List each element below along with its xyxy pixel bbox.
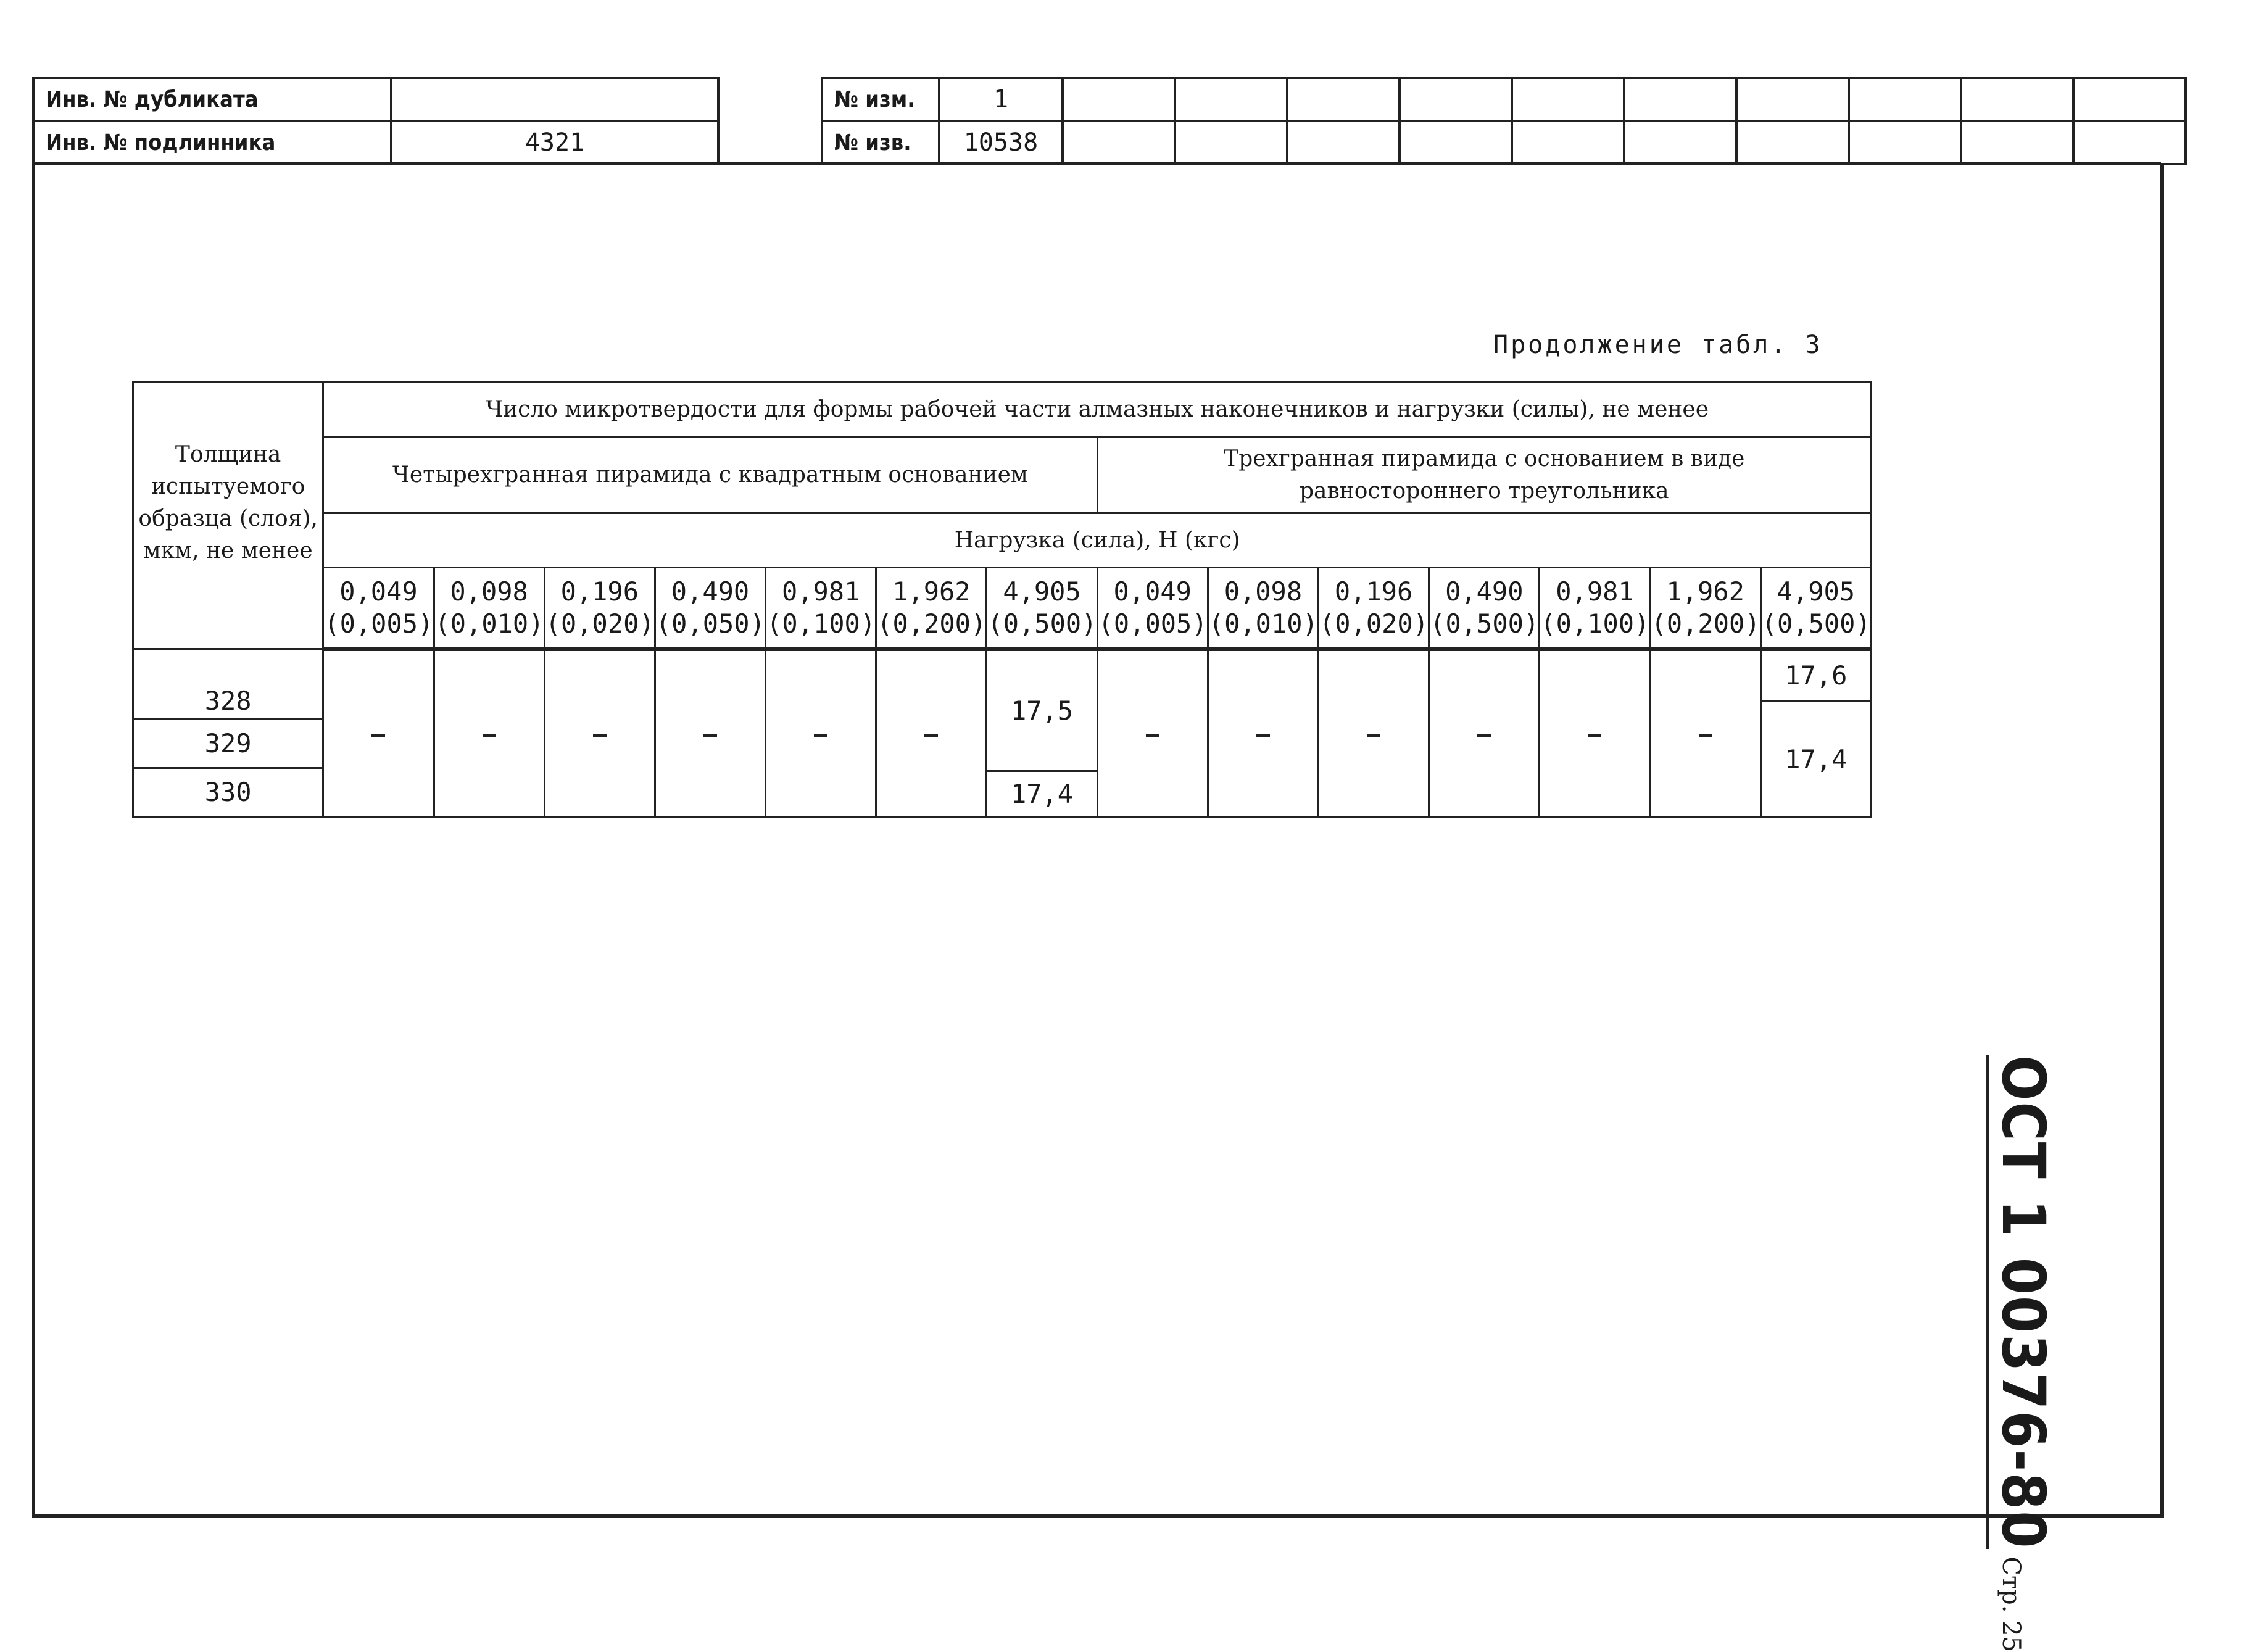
thickness-value: 328 [204,685,252,716]
dash-mark [1699,734,1712,737]
load-value: 0,098 (0,010) [1208,568,1318,649]
stamp-blank-cell [1287,121,1400,164]
page-number: Стр. 25 [1997,1556,2025,1652]
empty-value-dash [1208,649,1318,818]
thickness-value: 329 [134,718,322,767]
microhardness-header: Число микротвердости для формы рабочей части алмазных наконечников и нагрузки (силы), не менее [323,383,1872,437]
empty-value-dash [876,649,987,818]
load-value: 0,049 (0,005) [323,568,434,649]
empty-value-dash [323,649,434,818]
stamp-blank-cell [1287,78,1400,121]
stamp-blank-cell [1175,121,1287,164]
revision-no-label: № изм. [822,78,939,121]
square-4905-values [987,649,1097,818]
load-value: 0,196 (0,020) [544,568,655,649]
notice-no-value: 10538 [939,121,1063,164]
stamp-blank-cell [1736,78,1849,121]
stamp-blank-cell [1512,78,1624,121]
original-inv-value: 4321 [391,121,718,164]
dash-mark [593,734,607,737]
hardness-value: 17,5 [1010,695,1074,726]
dash-mark [483,734,496,737]
load-value: 1,962 (0,200) [1650,568,1760,649]
stamp-blank-cell [1400,78,1512,121]
empty-value-dash [1429,649,1540,818]
empty-value-dash [1319,649,1429,818]
dash-mark [703,734,717,737]
stamp-blank-cell [1624,78,1736,121]
load-value: 1,962 (0,200) [876,568,987,649]
triangle-4905-values [1760,649,1871,818]
empty-value-dash [766,649,876,818]
empty-value-dash [434,649,544,818]
table-continuation-caption: Продолжение табл. 3 [1493,331,1823,359]
thickness-header: Толщина испытуемого образца (слоя), мкм, не менее [133,383,323,649]
stamp-blank-cell [1849,78,1961,121]
stamp-blank-cell [2073,78,2186,121]
load-value: 0,981 (0,100) [1540,568,1650,649]
document-code: ОСТ 1 00376-80 [1986,1055,2058,1549]
original-inv-label: Инв. № подлинника [33,121,391,164]
dash-mark [371,734,385,737]
dash-mark [1477,734,1491,737]
stamp-blank-cell [2073,121,2186,164]
dash-mark [1588,734,1601,737]
load-value: 0,049 (0,005) [1097,568,1208,649]
stamp-blank-cell [1512,121,1624,164]
load-value: 4,905 (0,500) [1760,568,1871,649]
stamp-blank-cell [1849,121,1961,164]
empty-value-dash [1097,649,1208,818]
dash-mark [1256,734,1270,737]
load-value: 0,490 (0,050) [655,568,765,649]
notice-no-label: № изв. [822,121,939,164]
revision-stamp [821,77,2187,165]
hardness-value: 17,4 [1762,700,1870,816]
stamp-blank-cell [1400,121,1512,164]
hardness-value: 17,4 [987,770,1096,816]
square-pyramid-header: Четырехгранная пирамида с квадратным основанием [323,437,1097,513]
stamp-blank-cell [1961,121,2073,164]
page-frame [32,164,2164,1518]
thickness-cell-group [133,649,323,818]
dash-mark [814,734,827,737]
load-value: 0,098 (0,010) [434,568,544,649]
stamp-blank-cell [1736,121,1849,164]
inventory-stamp [32,77,720,165]
load-value: 0,490 (0,500) [1429,568,1540,649]
empty-value-dash [1540,649,1650,818]
dash-mark [924,734,938,737]
load-header: Нагрузка (сила), Н (кгс) [323,513,1872,568]
load-value: 0,196 (0,020) [1319,568,1429,649]
empty-value-dash [1650,649,1760,818]
empty-value-dash [655,649,765,818]
dash-mark [1367,734,1380,737]
empty-value-dash [544,649,655,818]
load-value: 0,981 (0,100) [766,568,876,649]
dash-mark [1146,734,1159,737]
stamp-blank-cell [1063,78,1175,121]
stamp-blank-cell [1175,78,1287,121]
stamp-blank-cell [1063,121,1175,164]
duplicate-inv-label: Инв. № дубликата [33,78,391,121]
thickness-value: 330 [134,767,322,816]
stamp-blank-cell [1624,121,1736,164]
stamp-blank-cell [1961,78,2073,121]
duplicate-inv-value [391,78,718,121]
load-value: 4,905 (0,500) [987,568,1097,649]
triangular-pyramid-header: Трехгранная пирамида с основанием в виде равностороннего треугольника [1097,437,1871,513]
document-designation [1989,1055,2058,1652]
microhardness-table [132,381,1872,818]
revision-no-value: 1 [939,78,1063,121]
hardness-value: 17,6 [1785,660,1848,691]
